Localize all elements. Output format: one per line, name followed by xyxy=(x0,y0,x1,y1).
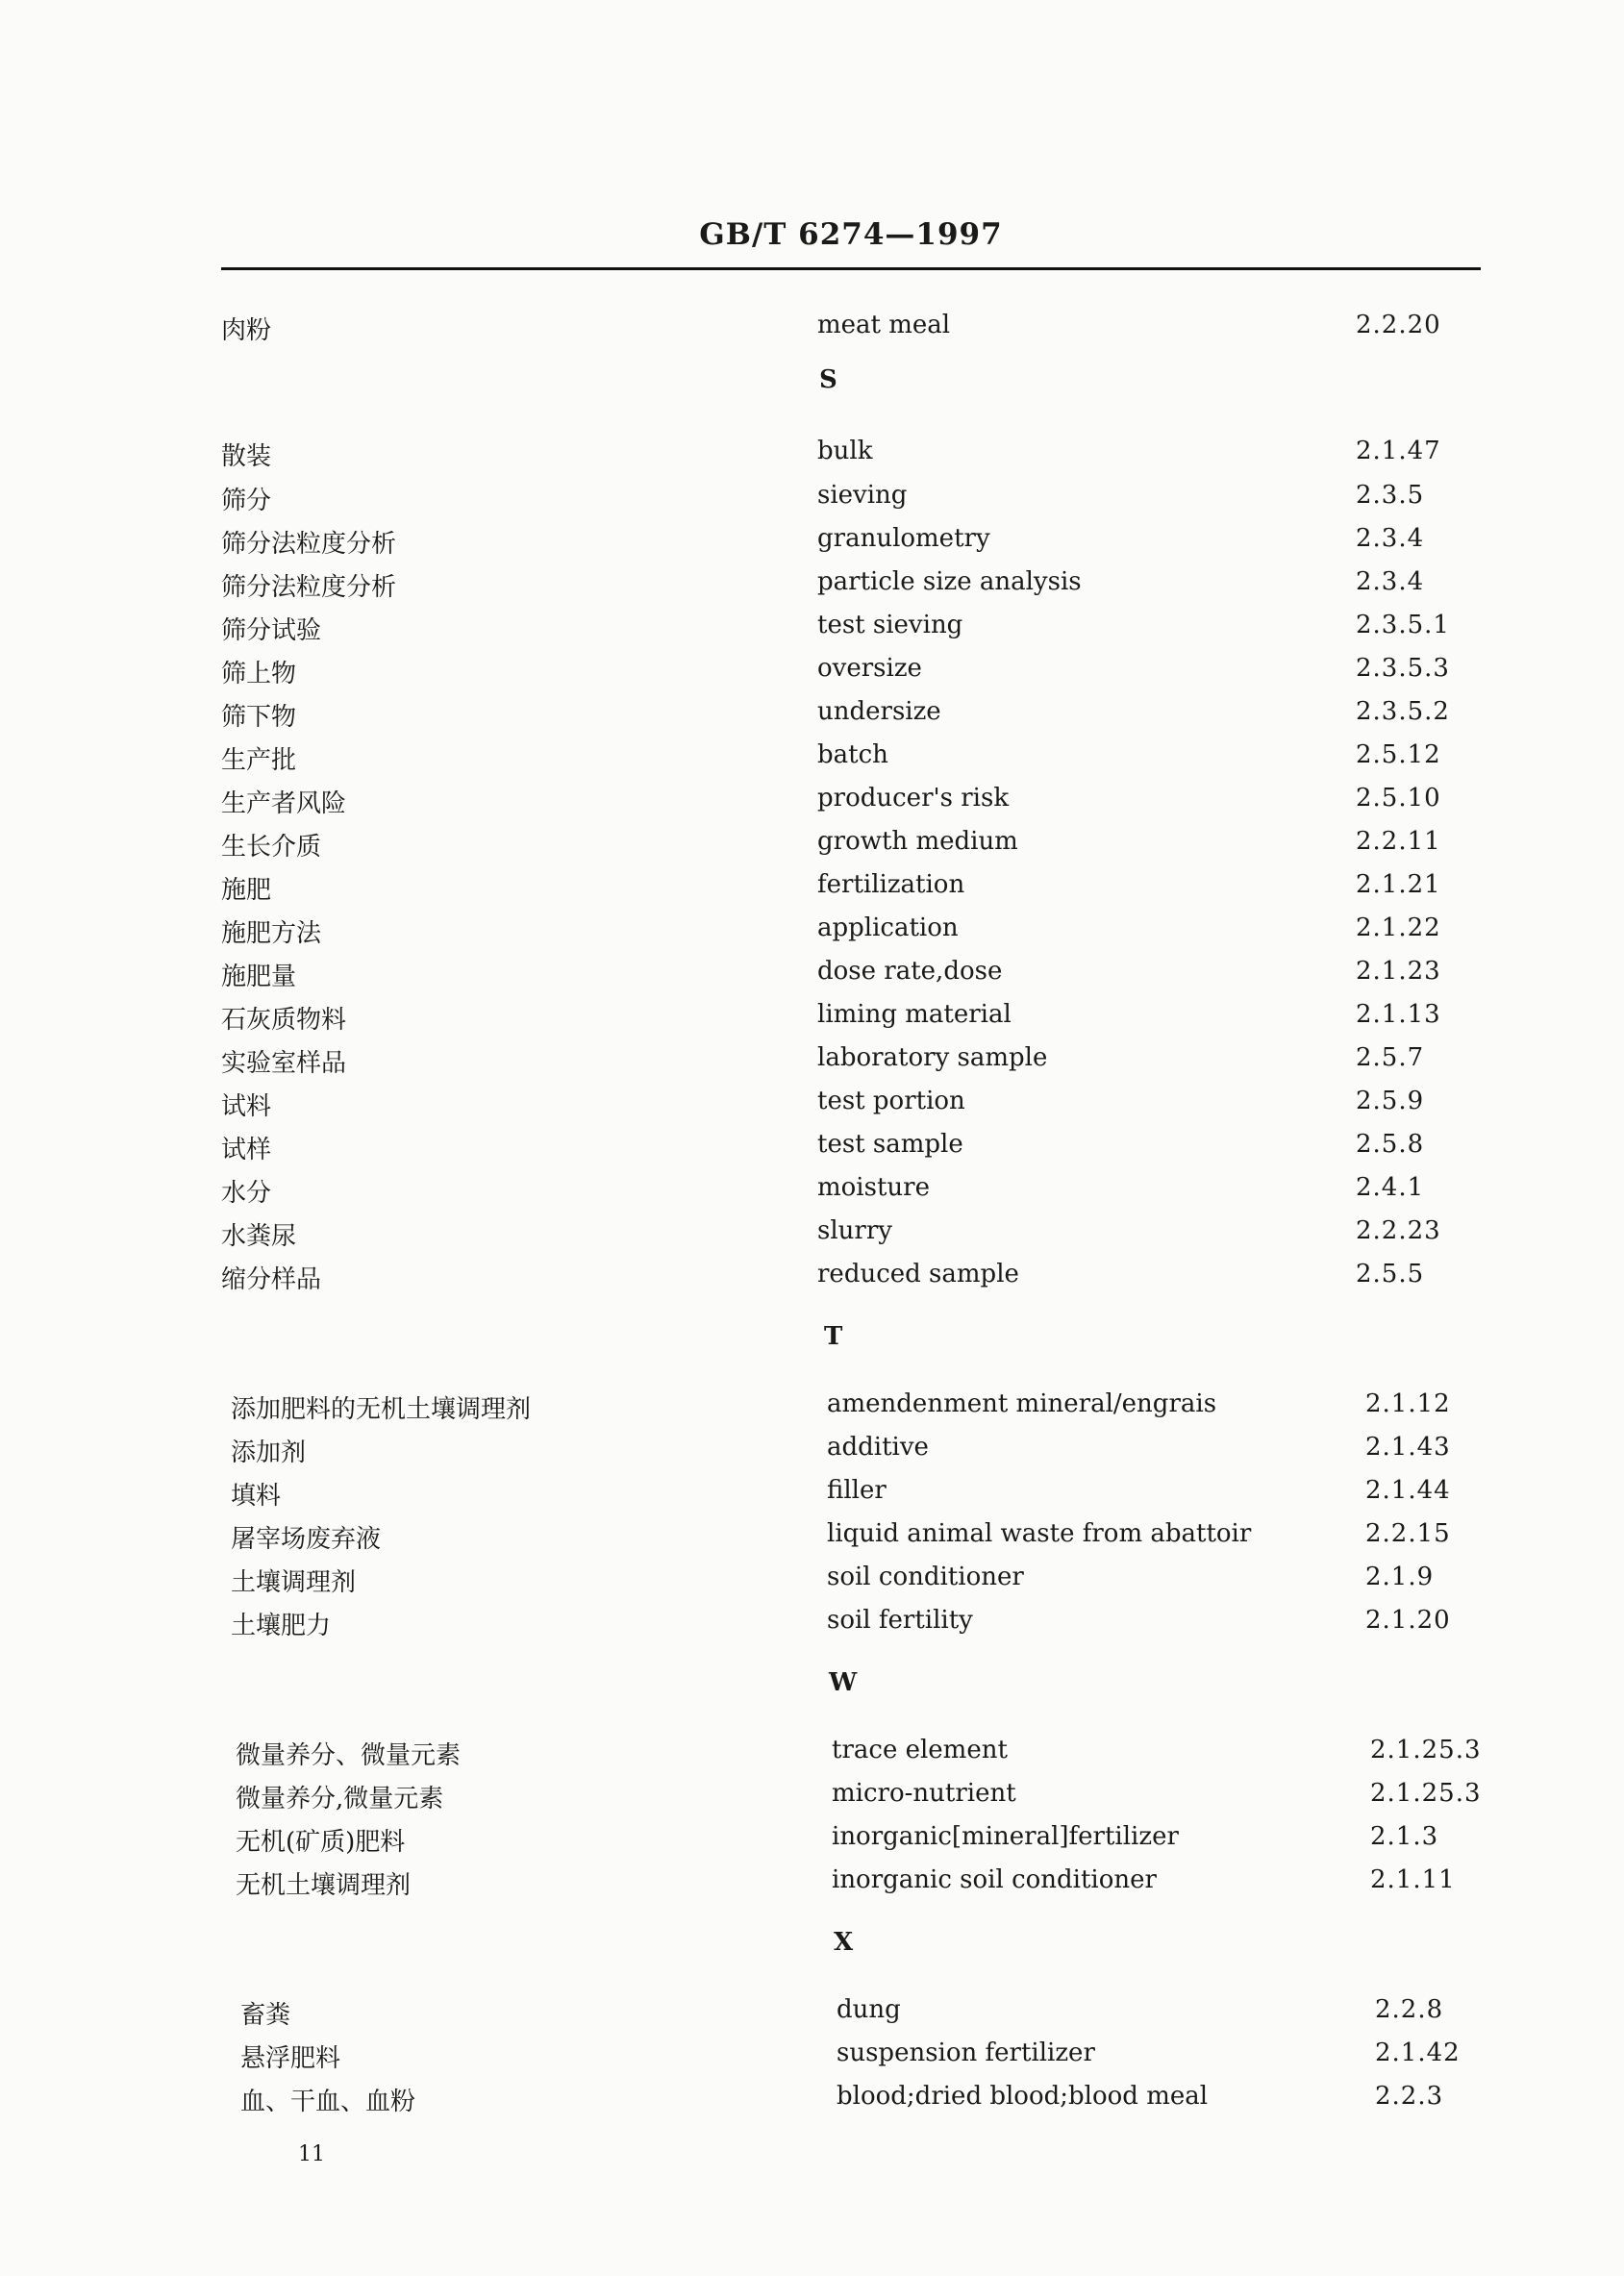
clause-reference: 2.4.1 xyxy=(1356,1173,1425,1202)
english-term: filler xyxy=(827,1476,887,1505)
index-entry xyxy=(221,1130,1490,1168)
index-entry xyxy=(231,1563,1500,1601)
index-entry xyxy=(221,1260,1490,1298)
chinese-term: 添加肥料的无机土壤调理剂 xyxy=(231,1395,532,1424)
chinese-term: 血、干血、血粉 xyxy=(240,2088,416,2116)
chinese-term: 土壤调理剂 xyxy=(231,1568,357,1597)
chinese-term: 筛分法粒度分析 xyxy=(221,530,397,559)
chinese-term: 筛分试验 xyxy=(221,616,322,645)
english-term: producer's risk xyxy=(817,784,1010,813)
english-term: slurry xyxy=(817,1216,892,1245)
clause-reference: 2.3.5.1 xyxy=(1356,611,1450,639)
index-entry xyxy=(221,1000,1490,1038)
chinese-term: 填料 xyxy=(231,1482,282,1511)
chinese-term: 试料 xyxy=(221,1092,272,1121)
english-term: granulometry xyxy=(817,524,990,553)
english-term: application xyxy=(817,913,959,942)
english-term: laboratory sample xyxy=(817,1043,1048,1072)
index-entry xyxy=(240,2038,1510,2077)
english-term: meat meal xyxy=(817,311,951,339)
english-term: soil conditioner xyxy=(827,1563,1024,1591)
english-term: inorganic soil conditioner xyxy=(832,1865,1157,1894)
clause-reference: 2.5.7 xyxy=(1356,1043,1425,1072)
chinese-term: 筛分 xyxy=(221,487,272,515)
chinese-term: 筛分法粒度分析 xyxy=(221,573,397,602)
english-term: test portion xyxy=(817,1087,965,1115)
section-letter: X xyxy=(834,1928,854,1957)
chinese-term: 实验室样品 xyxy=(221,1049,347,1078)
clause-reference: 2.2.3 xyxy=(1375,2082,1444,2111)
clause-reference: 2.3.4 xyxy=(1356,524,1425,553)
english-term: test sample xyxy=(817,1130,963,1159)
english-term: suspension fertilizer xyxy=(837,2038,1095,2067)
english-term: dose rate,dose xyxy=(817,957,1003,986)
clause-reference: 2.1.12 xyxy=(1365,1389,1451,1418)
index-entry xyxy=(221,1087,1490,1125)
index-entry xyxy=(221,567,1490,606)
index-entry xyxy=(231,1606,1500,1644)
index-entry xyxy=(221,1043,1490,1082)
index-entry xyxy=(221,827,1490,865)
clause-reference: 2.1.25.3 xyxy=(1370,1779,1482,1808)
index-entry xyxy=(221,437,1490,475)
clause-reference: 2.5.10 xyxy=(1356,784,1441,813)
clause-reference: 2.5.9 xyxy=(1356,1087,1425,1115)
chinese-term: 土壤肥力 xyxy=(231,1612,332,1640)
chinese-term: 无机土壤调理剂 xyxy=(236,1871,412,1900)
clause-reference: 2.1.11 xyxy=(1370,1865,1456,1894)
chinese-term: 试样 xyxy=(221,1136,272,1164)
clause-reference: 2.1.9 xyxy=(1365,1563,1435,1591)
chinese-term: 水粪尿 xyxy=(221,1222,297,1251)
index-entry xyxy=(231,1389,1500,1428)
index-entry xyxy=(231,1433,1500,1471)
clause-reference: 2.1.44 xyxy=(1365,1476,1451,1505)
chinese-term: 悬浮肥料 xyxy=(240,2044,341,2073)
clause-reference: 2.1.13 xyxy=(1356,1000,1441,1029)
chinese-term: 生长介质 xyxy=(221,833,322,862)
chinese-term: 添加剂 xyxy=(231,1438,307,1467)
english-term: soil fertility xyxy=(827,1606,973,1635)
section-letter: S xyxy=(819,365,837,394)
english-term: amendenment mineral/engrais xyxy=(827,1389,1217,1418)
clause-reference: 2.1.47 xyxy=(1356,437,1441,465)
index-entry xyxy=(231,1476,1500,1514)
index-entry xyxy=(221,524,1490,563)
index-entry xyxy=(236,1865,1505,1904)
index-entry xyxy=(221,654,1490,692)
clause-reference: 2.2.15 xyxy=(1365,1519,1451,1548)
clause-reference: 2.1.42 xyxy=(1375,2038,1461,2067)
english-term: liming material xyxy=(817,1000,1012,1029)
clause-reference: 2.3.5 xyxy=(1356,481,1425,510)
chinese-term: 石灰质物料 xyxy=(221,1006,347,1035)
index-entry xyxy=(221,740,1490,779)
index-entry xyxy=(240,1995,1510,2034)
clause-reference: 2.3.4 xyxy=(1356,567,1425,596)
english-term: liquid animal waste from abattoir xyxy=(827,1519,1252,1548)
chinese-term: 筛上物 xyxy=(221,660,297,688)
english-term: undersize xyxy=(817,697,941,726)
chinese-term: 施肥量 xyxy=(221,963,297,991)
clause-reference: 2.3.5.2 xyxy=(1356,697,1450,726)
english-term: particle size analysis xyxy=(817,567,1082,596)
clause-reference: 2.1.25.3 xyxy=(1370,1736,1482,1764)
clause-reference: 2.1.23 xyxy=(1356,957,1441,986)
english-term: moisture xyxy=(817,1173,930,1202)
chinese-term: 水分 xyxy=(221,1179,272,1208)
index-entry xyxy=(221,697,1490,736)
clause-reference: 2.1.22 xyxy=(1356,913,1441,942)
english-term: additive xyxy=(827,1433,929,1462)
chinese-term: 微量养分、微量元素 xyxy=(236,1741,462,1770)
clause-reference: 2.2.23 xyxy=(1356,1216,1441,1245)
english-term: inorganic[mineral]fertilizer xyxy=(832,1822,1179,1851)
english-term: batch xyxy=(817,740,888,769)
english-term: sieving xyxy=(817,481,908,510)
chinese-term: 肉粉 xyxy=(221,316,272,345)
chinese-term: 散装 xyxy=(221,442,272,471)
standard-number-header: GB/T 6274—1997 xyxy=(699,217,1003,252)
english-term: fertilization xyxy=(817,870,965,899)
english-term: blood;dried blood;blood meal xyxy=(837,2082,1209,2111)
chinese-term: 屠宰场废弃液 xyxy=(231,1525,382,1554)
index-entry xyxy=(236,1779,1505,1817)
clause-reference: 2.2.8 xyxy=(1375,1995,1444,2024)
index-entry xyxy=(221,611,1490,649)
index-entry xyxy=(221,1216,1490,1255)
clause-reference: 2.5.5 xyxy=(1356,1260,1425,1288)
index-entry xyxy=(221,481,1490,519)
index-entry xyxy=(221,1173,1490,1212)
index-entry xyxy=(221,784,1490,822)
clause-reference: 2.1.43 xyxy=(1365,1433,1451,1462)
english-term: bulk xyxy=(817,437,873,465)
english-term: growth medium xyxy=(817,827,1018,856)
index-entry xyxy=(221,870,1490,909)
index-entry xyxy=(221,311,1490,349)
clause-reference: 2.5.12 xyxy=(1356,740,1441,769)
chinese-term: 生产者风险 xyxy=(221,789,347,818)
index-entry xyxy=(240,2082,1510,2120)
english-term: micro-nutrient xyxy=(832,1779,1016,1808)
chinese-term: 微量养分,微量元素 xyxy=(236,1785,444,1813)
clause-reference: 2.3.5.3 xyxy=(1356,654,1450,683)
chinese-term: 施肥方法 xyxy=(221,919,322,948)
chinese-term: 施肥 xyxy=(221,876,272,905)
index-entry xyxy=(221,913,1490,952)
clause-reference: 2.1.21 xyxy=(1356,870,1441,899)
section-letter: W xyxy=(829,1668,858,1697)
header-rule xyxy=(221,267,1481,270)
index-entry xyxy=(221,957,1490,995)
english-term: reduced sample xyxy=(817,1260,1019,1288)
english-term: test sieving xyxy=(817,611,963,639)
clause-reference: 2.1.20 xyxy=(1365,1606,1451,1635)
index-entry xyxy=(231,1519,1500,1558)
chinese-term: 畜粪 xyxy=(240,2001,291,2030)
chinese-term: 缩分样品 xyxy=(221,1265,322,1294)
english-term: oversize xyxy=(817,654,922,683)
section-letter: T xyxy=(824,1322,843,1351)
chinese-term: 无机(矿质)肥料 xyxy=(236,1828,406,1857)
index-entry xyxy=(236,1736,1505,1774)
clause-reference: 2.1.3 xyxy=(1370,1822,1439,1851)
clause-reference: 2.5.8 xyxy=(1356,1130,1425,1159)
clause-reference: 2.2.20 xyxy=(1356,311,1441,339)
chinese-term: 生产批 xyxy=(221,746,297,775)
index-entry xyxy=(236,1822,1505,1861)
clause-reference: 2.2.11 xyxy=(1356,827,1441,856)
english-term: dung xyxy=(837,1995,901,2024)
english-term: trace element xyxy=(832,1736,1008,1764)
chinese-term: 筛下物 xyxy=(221,703,297,732)
page-number: 11 xyxy=(298,2142,325,2166)
